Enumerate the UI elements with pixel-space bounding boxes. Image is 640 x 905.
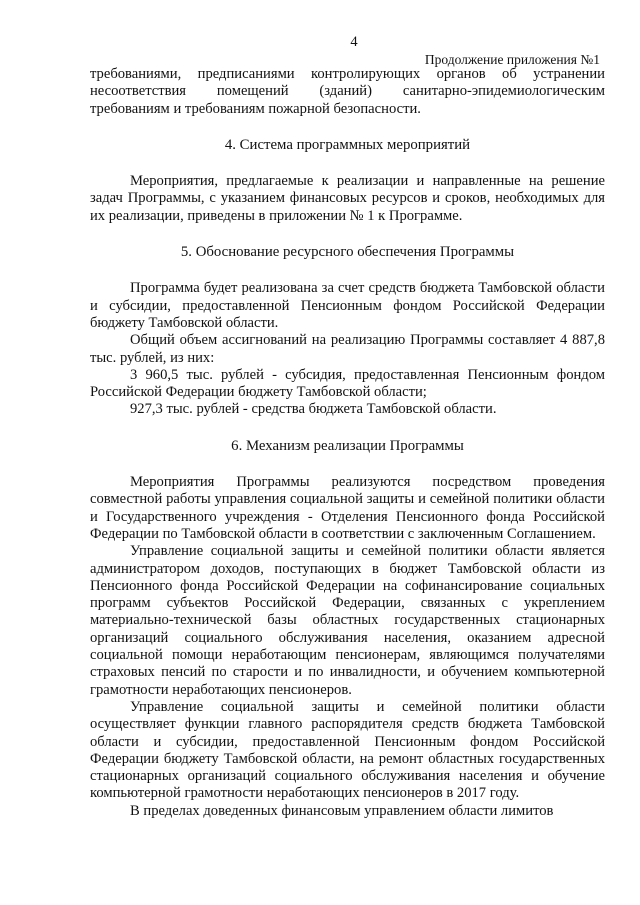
- page-number: 4: [350, 34, 358, 50]
- paragraph-measures: Мероприятия, предлагаемые к реализации и направленные на решение задач Программы, с указанием финансовых ресурсов и сроков, необходимых для их реализации, приведены в приложении № 1 к Программе.: [90, 173, 605, 224]
- section-heading-6: 6. Механизм реализации Программы: [231, 437, 464, 454]
- paragraph-implementation: Мероприятия Программы реализуются посредством проведения совместной работы управления социальной защиты и семейной политики области и Государственного учреждения - Отделения Пенсионного фонда Российской Федерации по Тамбовской области в соответствии с заключенным Соглашением.: [90, 474, 605, 542]
- document-body: [90, 66, 605, 820]
- annex-label: Продолжение приложения №1: [424, 52, 600, 67]
- section-heading-4: 4. Система программных мероприятий: [224, 136, 471, 153]
- paragraph-limits: В пределах доведенных финансовым управлением области лимитов: [130, 802, 554, 819]
- section-heading-5: 5. Обоснование ресурсного обеспечения Программы: [180, 244, 515, 261]
- paragraph-total-amount: Общий объем ассигнований на реализацию Программы составляет 4 887,8 тыс. рублей, из них:: [90, 332, 605, 366]
- paragraph-main-manager: Управление социальной защиты и семейной политики области осуществляет функции главного распорядителя средств бюджета Тамбовской области и субсидии, предоставленной Пенсионным фондом Российской Федерации бюджету Тамбовской области, на ремонт областных государственных стационарных организаций социального обслуживания населения и обучение компьютерной грамотности неработающих пенсионеров в 2017 году.: [90, 698, 605, 802]
- paragraph-continuation: требованиями, предписаниями контролирующих органов об устранении несоответствия помещений (зданий) санитарно-эпидемиологическим требованиям и требованиям пожарной безопасности.: [90, 66, 605, 117]
- paragraph-funding-sources: Программа будет реализована за счет средств бюджета Тамбовской области и субсидии, предоставленной Пенсионным фондом Российской Федерации бюджету Тамбовской области.: [90, 280, 605, 331]
- paragraph-administrator: Управление социальной защиты и семейной политики области является администратором доходов, поступающих в бюджет Тамбовской области из Пенсионного фонда Российской Федерации на софинансирование социальных программ субъектов Российской Федерации, связанных с укреплением материально-технической базы областных государственных стационарных организаций социального обслуживания населения, оказанием адресной социальной помощи неработающим пенсионерам, являющимся получателями страховых пенсий по старости и по инвалидности, и обучением компьютерной грамотности неработающих пенсионеров.: [90, 543, 605, 698]
- paragraph-subsidy-amount: 3 960,5 тыс. рублей - субсидия, предоставленная Пенсионным фондом Российской Федерации бюджету Тамбовской области;: [90, 366, 605, 401]
- paragraph-budget-amount: 927,3 тыс. рублей - средства бюджета Тамбовской области.: [130, 401, 497, 418]
